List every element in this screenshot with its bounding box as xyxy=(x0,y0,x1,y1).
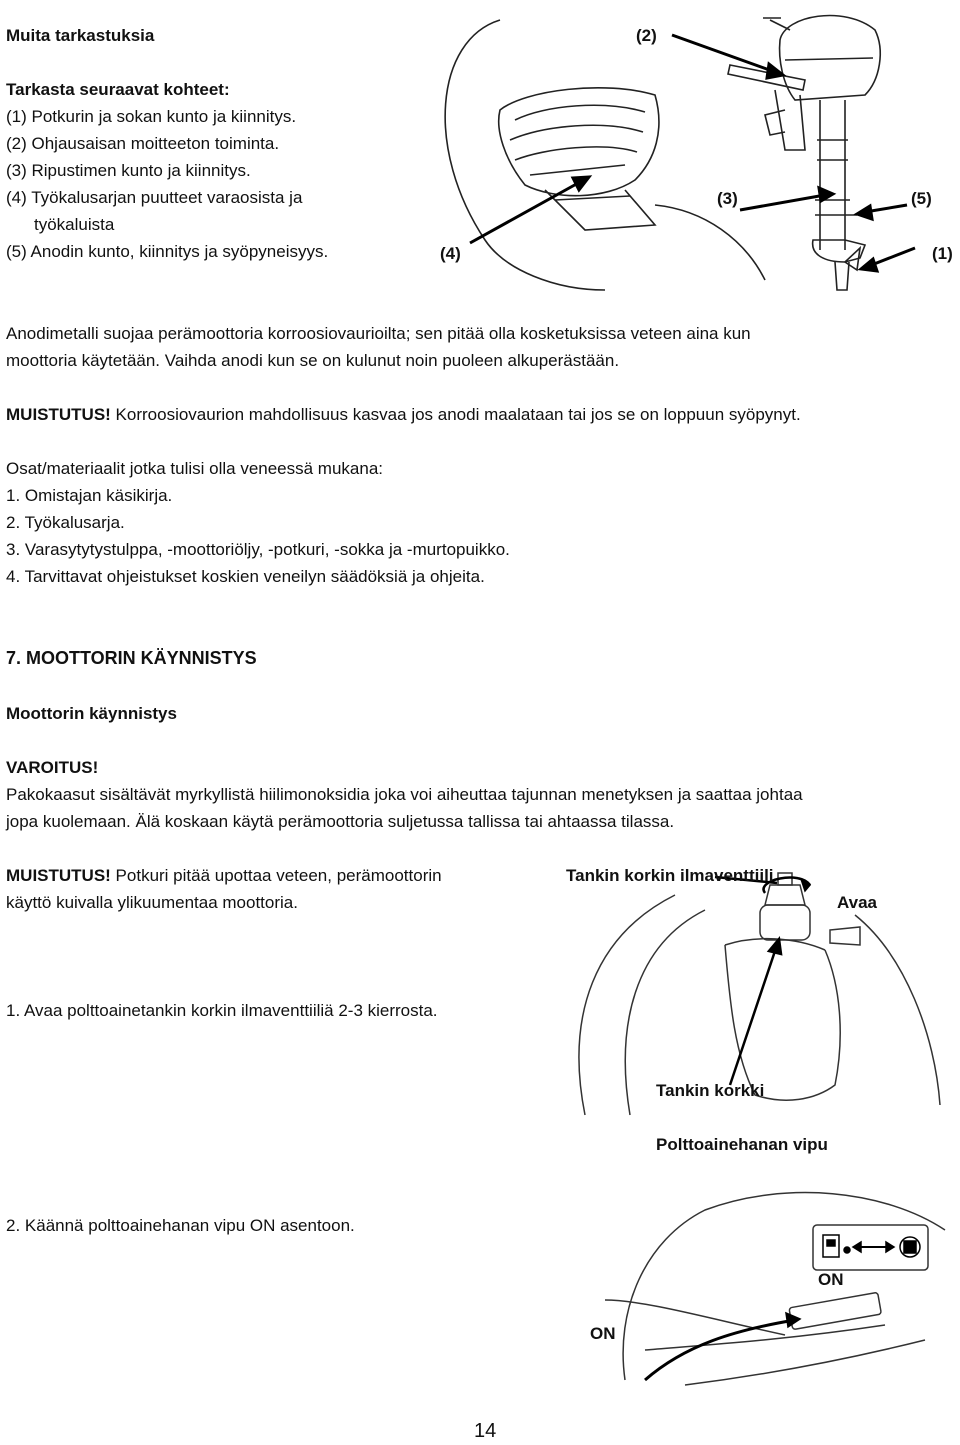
open-label: Avaa xyxy=(837,893,878,912)
inspection-item: (2) Ohjausaisan moitteeton toiminta. xyxy=(6,134,280,153)
inspection-item: (5) Anodin kunto, kiinnitys ja syöpyneisyys. xyxy=(6,242,329,261)
warning-label: VAROITUS! xyxy=(6,758,99,777)
vent-label: Tankin korkin ilmaventtiili xyxy=(566,866,774,885)
inspection-intro: Tarkasta seuraavat kohteet: xyxy=(6,80,230,99)
chapter-heading: 7. MOOTTORIN KÄYNNISTYS xyxy=(6,648,257,668)
parts-title: Osat/materiaalit jotka tulisi olla veneessä mukana: xyxy=(6,459,384,478)
outboard-motor-drawing xyxy=(185,0,960,300)
figure-label-4: (4) xyxy=(440,244,461,263)
figure-label-2: (2) xyxy=(636,26,657,45)
figure-label-3: (3) xyxy=(717,189,738,208)
cap-label: Tankin korkki xyxy=(656,1081,765,1100)
parts-item: 4. Tarvittavat ohjeistukset koskien veneilyn säädöksiä ja ohjeita. xyxy=(6,567,485,586)
anode-paragraph-line: moottoria käytetään. Vaihda anodi kun se on kulunut noin puoleen alkuperästään. xyxy=(6,351,620,370)
outboard-motor-figure xyxy=(185,0,960,300)
fuel-valve-drawing xyxy=(585,1150,955,1390)
lever-label: Polttoainehanan vipu xyxy=(656,1135,828,1154)
fuel-valve-figure xyxy=(585,1150,955,1390)
section-heading: Muita tarkastuksia xyxy=(6,26,155,45)
inspection-item: (1) Potkurin ja sokan kunto ja kiinnitys. xyxy=(6,107,297,126)
step-2: 2. Käännä polttoainehanan vipu ON asentoon. xyxy=(6,1216,355,1235)
note-label: MUISTUTUS! xyxy=(6,866,111,885)
parts-item: 2. Työkalusarja. xyxy=(6,513,125,532)
inspection-item: työkaluista xyxy=(34,215,115,234)
page-number: 14 xyxy=(474,1420,497,1442)
figure-label-1: (1) xyxy=(932,244,953,263)
parts-item: 1. Omistajan käsikirja. xyxy=(6,486,173,505)
note-text: Korroosiovaurion mahdollisuus kasvaa jos anodi maalataan tai jos se on loppuun syöpynyt. xyxy=(110,405,801,424)
start-note-line xyxy=(6,862,442,889)
note-text: Potkuri pitää upottaa veteen, perämoottorin xyxy=(110,866,442,885)
on-label: ON xyxy=(590,1324,616,1343)
start-note-line: käyttö kuivalla ylikuumentaa moottoria. xyxy=(6,893,298,912)
parts-item: 3. Varasytytystulppa, -moottoriöljy, -potkuri, -sokka ja -murtopuikko. xyxy=(6,540,510,559)
figure-label-5: (5) xyxy=(911,189,932,208)
inspection-item: (4) Työkalusarjan puutteet varaosista ja xyxy=(6,188,303,207)
anode-note xyxy=(6,401,801,428)
inspection-item: (3) Ripustimen kunto ja kiinnitys. xyxy=(6,161,251,180)
on-label: ON xyxy=(818,1270,844,1289)
anode-paragraph-line: Anodimetalli suojaa perämoottoria korroosiovaurioilta; sen pitää olla kosketuksissa veteen aina kun xyxy=(6,324,751,343)
warning-text-line: jopa kuolemaan. Älä koskaan käytä perämoottoria suljetussa tallissa tai ahtaassa tilassa. xyxy=(6,812,675,831)
warning-text-line: Pakokaasut sisältävät myrkyllistä hiilimonoksidia joka voi aiheuttaa tajunnan menetyksen ja saattaa johtaa xyxy=(6,785,803,804)
step-1: 1. Avaa polttoainetankin korkin ilmaventtiiliä 2-3 kierrosta. xyxy=(6,1001,438,1020)
subheading: Moottorin käynnistys xyxy=(6,704,177,723)
note-label: MUISTUTUS! xyxy=(6,405,111,424)
